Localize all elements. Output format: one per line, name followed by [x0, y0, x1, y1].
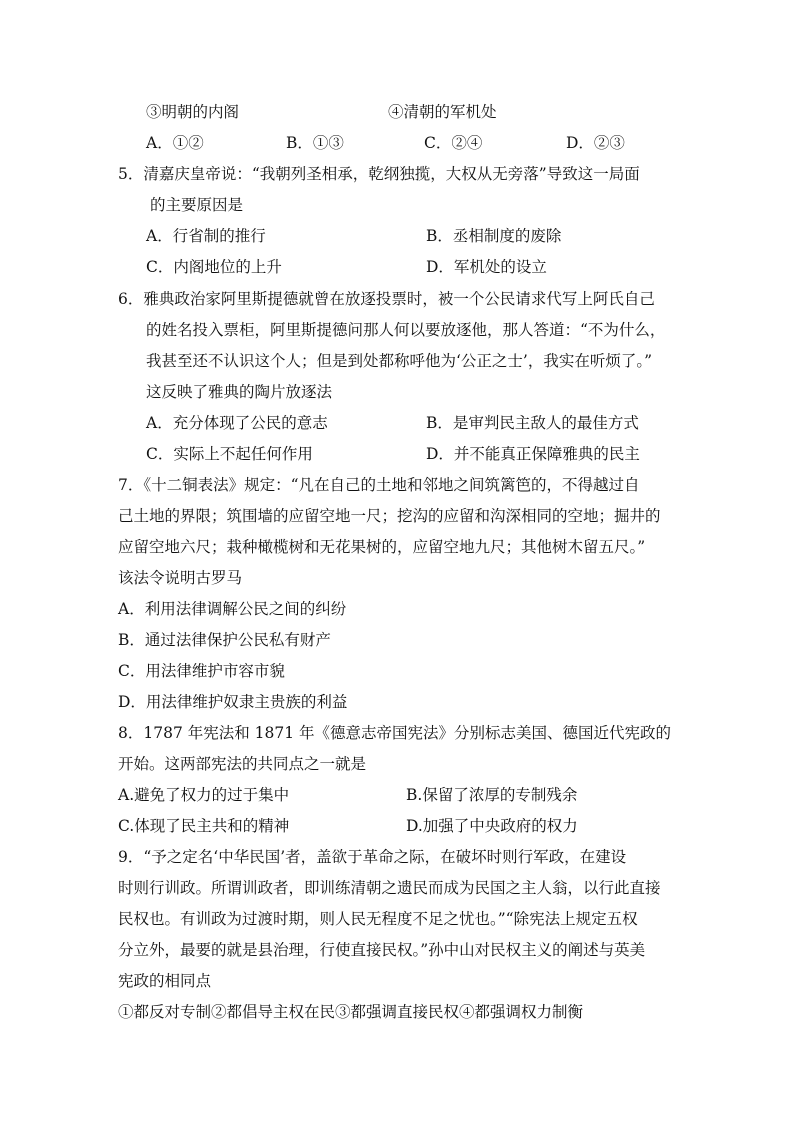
q8-option-b: B.保留了浓厚的专制残余: [406, 786, 578, 804]
q4-option-a: A．①②: [146, 134, 204, 152]
q8-stem-line: 开始。这两部宪法的共同点之一就是: [118, 755, 367, 773]
q7-option-a: A．利用法律调解公民之间的纠纷: [118, 600, 347, 618]
q5-option-c: C．内阁地位的上升: [146, 258, 282, 276]
q7-stem-line: 该法令说明古罗马: [118, 569, 243, 587]
q7-stem-line: 7．《十二铜表法》规定：“凡在自己的土地和邻地之间筑篱笆的，不得越过自: [118, 476, 640, 494]
q4-item-4: ④清朝的军机处: [388, 103, 497, 121]
q4-option-c: C．②④: [424, 134, 483, 152]
q6-option-d: D．并不能真正保障雅典的民主: [426, 445, 640, 463]
q4-option-b: B．①③: [286, 134, 344, 152]
q8-option-c: C.体现了民主共和的精神: [118, 817, 290, 835]
q6-stem-line: 6．雅典政治家阿里斯提德就曾在放逐投票时，被一个公民请求代写上阿氏自己: [118, 290, 655, 308]
q9-items: ①都反对专制②都倡导主权在民③都强调直接民权④都强调权力制衡: [118, 1003, 584, 1021]
q7-stem-line: 应留空地六尺；栽种橄榄树和无花果树的，应留空地九尺；其他树木留五尺。”: [118, 538, 646, 556]
q9-stem-line: 时则行训政。所谓训政者，即训练清朝之遗民而成为民国之主人翁，以行此直接: [118, 879, 661, 897]
q7-option-c: C．用法律维护市容市貌: [118, 662, 285, 680]
q9-stem-line: 民权也。有训政为过渡时期，则人民无程度不足之忧也。”“除宪法上规定五权: [118, 910, 638, 928]
q4-option-d: D．②③: [566, 134, 625, 152]
q6-option-b: B．是审判民主敌人的最佳方式: [426, 414, 639, 432]
q6-option-c: C．实际上不起任何作用: [146, 445, 313, 463]
q8-stem-line: 8．1787 年宪法和 1871 年《德意志帝国宪法》分别标志美国、德国近代宪政的: [118, 724, 672, 742]
q5-option-d: D．军机处的设立: [426, 258, 547, 276]
q5-option-b: B．丞相制度的废除: [426, 227, 562, 245]
q5-stem-line: 5．清嘉庆皇帝说：“我朝列圣相承，乾纲独揽，大权从无旁落”导致这一局面: [118, 165, 640, 183]
q6-stem-line: 这反映了雅典的陶片放逐法: [146, 383, 333, 401]
q9-stem-line: 宪政的相同点: [118, 972, 212, 990]
q5-option-a: A．行省制的推行: [146, 227, 266, 245]
q8-option-a: A.避免了权力的过于集中: [118, 786, 290, 804]
q9-stem-line: 分立外，最要的就是县治理，行使直接民权。”孙中山对民权主义的阐述与英美: [118, 941, 646, 959]
q8-option-d: D.加强了中央政府的权力: [406, 817, 578, 835]
q7-stem-line: 己土地的界限；筑围墙的应留空地一尺；挖沟的应留和沟深相同的空地；掘井的: [118, 507, 661, 525]
q7-option-d: D．用法律维护奴隶主贵族的利益: [118, 693, 348, 711]
q5-stem-line: 的主要原因是: [150, 196, 244, 214]
q9-stem-line: 9．“予之定名‘中华民国’者，盖欲于革命之际，在破坏时则行军政，在建设: [118, 848, 627, 866]
q7-option-b: B．通过法律保护公民私有财产: [118, 631, 331, 649]
q6-stem-line: 我甚至还不认识这个人；但是到处都称呼他为‘公正之士’，我实在听烦了。”: [146, 352, 653, 370]
q6-option-a: A．充分体现了公民的意志: [146, 414, 328, 432]
q4-item-3: ③明朝的内阁: [146, 103, 240, 121]
q6-stem-line: 的姓名投入票柜，阿里斯提德问那人何以要放逐他，那人答道：“不为什么，: [146, 321, 666, 339]
